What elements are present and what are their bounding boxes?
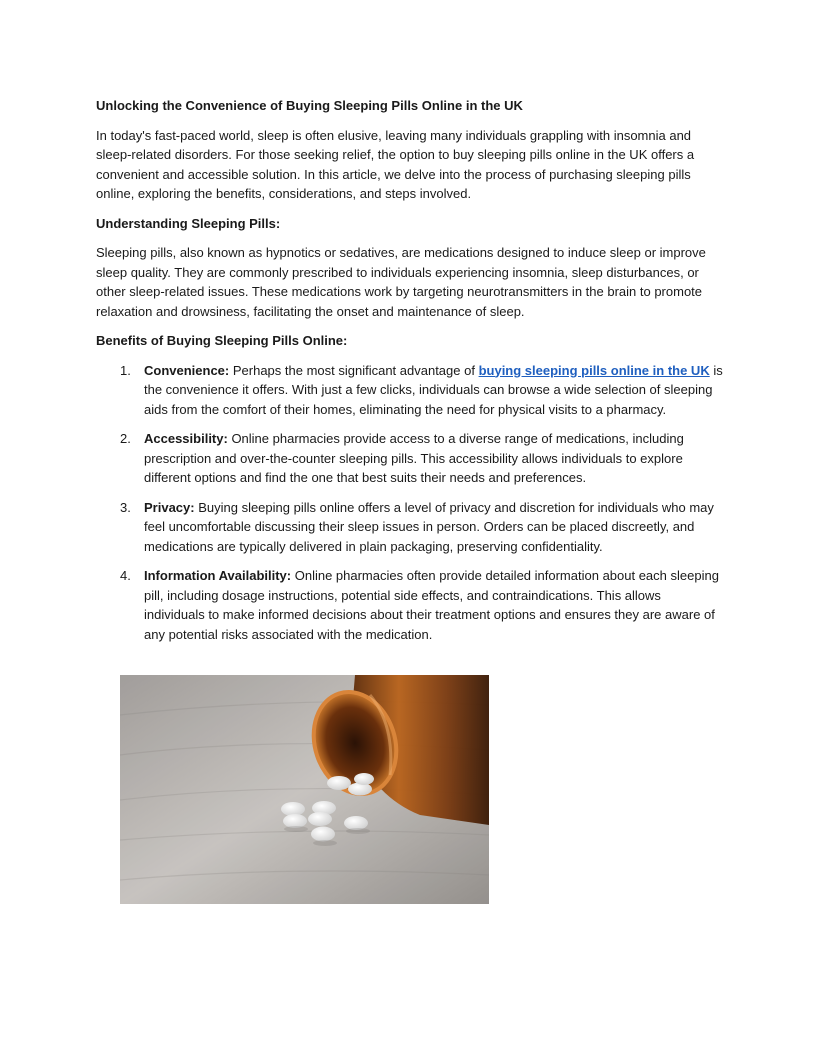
list-item-convenience — [96, 361, 724, 420]
intro-paragraph: In today's fast-paced world, sleep is often elusive, leaving many individuals grappling with insomnia and sleep-related disorders. For those seeking relief, the option to buy sleeping pills online in the UK offers a convenient and accessible solution. In this article, we delve into the process of purchasing sleeping pills online, exploring the benefits, considerations, and steps involved. — [96, 127, 695, 201]
benefits-list — [96, 361, 724, 645]
list-item-label: Accessibility: — [144, 431, 228, 446]
list-item-label: Information Availability: — [144, 568, 292, 583]
section-heading-understanding: Understanding Sleeping Pills: — [96, 215, 281, 231]
list-number: 2. — [120, 431, 131, 446]
buy-sleeping-pills-link[interactable]: buying sleeping pills online in the UK — [478, 362, 710, 378]
document-page — [96, 96, 724, 654]
pill-bottle-photo — [120, 675, 489, 904]
list-item-accessibility — [96, 429, 724, 488]
list-item-text: Online pharmacies provide access to a diverse range of medications, including prescription and over-the-counter sleeping pills. This accessibility allows individuals to explore different options and find the one that best suits their needs and preferences. — [144, 431, 684, 485]
list-item-text: Buying sleeping pills online offers a level of privacy and discretion for individuals who may feel uncomfortable discussing their sleep issues in person. Orders can be placed discreetly, and medications are typically delivered in plain packaging, preserving confidentiality. — [144, 499, 714, 554]
list-item-information — [96, 566, 724, 644]
list-item-privacy — [96, 498, 724, 557]
understanding-paragraph: Sleeping pills, also known as hypnotics or sedatives, are medications designed to induce sleep or improve sleep quality. They are commonly prescribed to individuals experiencing insomnia, sleep disturbances, or other sleep-related issues. These medications work by targeting neurotransmitters in the brain to promote relaxation and drowsiness, facilitating the onset and maintenance of sleep. — [96, 245, 706, 319]
list-item-text: is the convenience it offers. With just a few clicks, individuals can browse a wide selection of sleeping aids from the comfort of their homes, eliminating the need for physical visits to a pharmacy. — [144, 362, 723, 417]
list-item-label: Convenience: — [144, 362, 230, 378]
list-number: 3. — [120, 499, 131, 515]
list-number: 1. — [120, 362, 131, 378]
list-item-label: Privacy: — [144, 499, 195, 515]
section-heading-benefits: Benefits of Buying Sleeping Pills Online: — [96, 333, 348, 348]
list-item-text: Online pharmacies often provide detailed information about each sleeping pill, including dosage instructions, potential side effects, and contraindications. This allows individuals to make informed decisions about their treatment options and ensures they are aware of any potential risks associated with the medication. — [144, 568, 719, 642]
document-title: Unlocking the Convenience of Buying Sleeping Pills Online in the UK — [96, 98, 523, 113]
list-item-text: Perhaps the most significant advantage of — [229, 362, 479, 378]
list-number: 4. — [120, 568, 131, 583]
